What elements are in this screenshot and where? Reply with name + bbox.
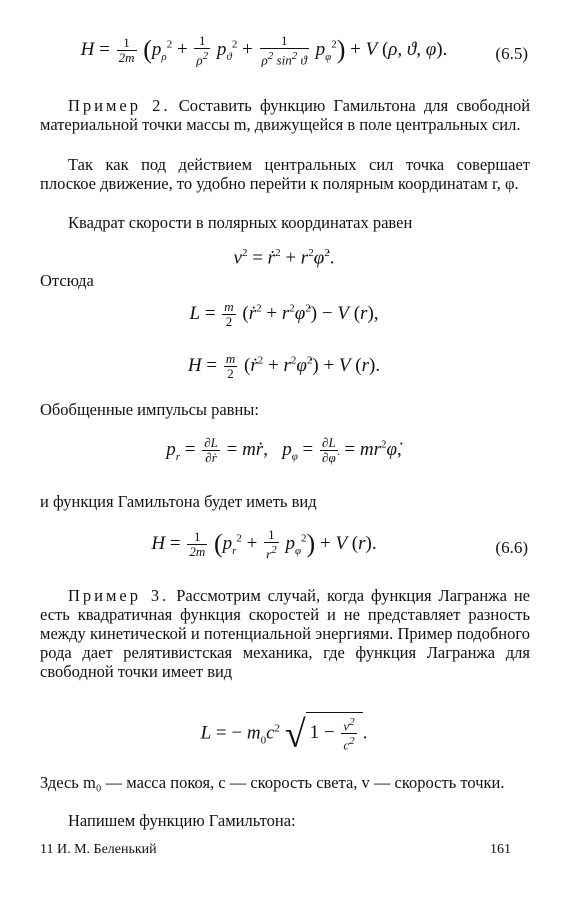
equation-number-6-5: (6.5) — [495, 44, 528, 63]
example-2-paragraph — [40, 96, 530, 134]
hamilton-intro: и функция Гамильтона будет иметь вид — [40, 492, 317, 511]
example-2-body: Составить функцию Гамильтона для свободной материальной точки массы m, движущейся в поле центральных сил. — [40, 96, 531, 134]
equation-number-6-6: (6.6) — [495, 538, 528, 557]
example-2-heading: Пример 2. — [68, 96, 171, 115]
paragraph-notation: Здесь m₀ — масса покоя, c — скорость света, v — скорость точки. — [40, 773, 505, 792]
paragraph-polar: Так как под действием центральных сил точка совершает плоское движение, то удобно перейти к полярным координатам r, φ. — [40, 155, 530, 193]
example-3-paragraph — [40, 586, 530, 681]
equation-velocity: $v^2$ = ṙ$^2$ + $r^2\varphi̇^2$. — [233, 247, 335, 269]
footer-signature: 11 И. М. Беленький — [40, 842, 157, 857]
paragraph-write-hamilton: Напишем функцию Гамильтона: — [68, 811, 296, 830]
equation-momenta: $p_r$ = $\frac{\partial L}{\text{∂ṙ}}$ = mṙ, $p_\varphi$ = $\frac{\partial L}{\partial\varphi̇}$ = $mr^2\varphi̇$, — [166, 435, 402, 465]
otsyuda-text: Отсюда — [40, 271, 94, 290]
example-3-heading: Пример 3. — [68, 586, 170, 605]
paragraph-velocity: Квадрат скорости в полярных координатах равен — [68, 213, 413, 232]
impulses-intro: Обобщенные импульсы равны: — [40, 400, 259, 419]
equation-relativistic-lagrangian: L = − $m_0c^2$ √ 1 − $\frac{v^2}{c^2}$ . — [200, 713, 368, 756]
equation-hamiltonian-energy: H = $\frac{m}{2}$ (ṙ$^2$ + $r^2\varphi̇^2) + V$ (r). — [187, 351, 381, 381]
equation-lagrangian: L = $\frac{m}{2}$ (ṙ$^2$ + $r^2\varphi̇^2) - V$ (r), — [189, 299, 379, 329]
equation-6-5: H = $\frac{1}{2m}$ ($p_\rho^2$ + $\frac{1}{\rho^2}$ $p_ϑ^2$ + $\frac{1}{\rho^2 \sin^2 ϑ}$ $p_\varphi^2) + V$ (ρ, ϑ, φ). — [80, 33, 448, 68]
page-number: 161 — [490, 842, 511, 857]
equation-6-6: H = $\frac{1}{2m}$ ($p_r^2$ + $\frac{1}{r^2}$ $p_\varphi^2) + V$ (r). — [151, 527, 377, 562]
example-3-body: Рассмотрим случай, когда функция Лагранжа не есть квадратичная функция скоростей и не представляет разность между кинетической и потенциальной энергиями. Пример подобного рода дает релятивистская механика, где функция Лагранжа для свободной точки имеет вид — [40, 586, 530, 681]
